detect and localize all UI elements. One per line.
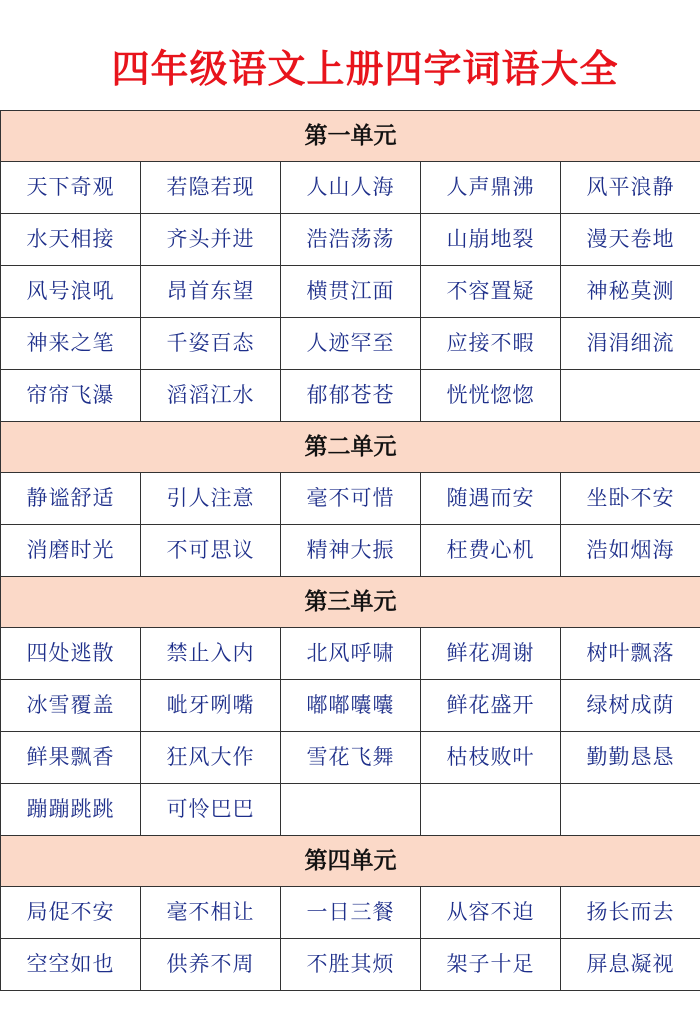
empty-cell bbox=[420, 784, 560, 835]
word-cell: 嘟嘟囔囔 bbox=[280, 680, 420, 731]
word-cell: 涓涓细流 bbox=[560, 318, 700, 369]
unit-header: 第三单元 bbox=[0, 577, 700, 628]
word-cell: 神秘莫测 bbox=[560, 266, 700, 317]
word-cell: 静谧舒适 bbox=[0, 473, 140, 524]
word-cell: 绿树成荫 bbox=[560, 680, 700, 731]
word-cell: 昂首东望 bbox=[140, 266, 280, 317]
unit-header: 第一单元 bbox=[0, 111, 700, 162]
word-cell: 帘帘飞瀑 bbox=[0, 370, 140, 421]
word-cell: 雪花飞舞 bbox=[280, 732, 420, 783]
empty-cell bbox=[560, 784, 700, 835]
word-cell: 局促不安 bbox=[0, 887, 140, 938]
table-row bbox=[0, 887, 700, 939]
word-cell: 郁郁苍苍 bbox=[280, 370, 420, 421]
word-cell: 从容不迫 bbox=[420, 887, 560, 938]
word-cell: 鲜花盛开 bbox=[420, 680, 560, 731]
word-cell: 树叶飘落 bbox=[560, 628, 700, 679]
table-row bbox=[0, 473, 700, 525]
word-cell: 勤勤恳恳 bbox=[560, 732, 700, 783]
word-cell: 不容置疑 bbox=[420, 266, 560, 317]
word-cell: 呲牙咧嘴 bbox=[140, 680, 280, 731]
word-cell: 恍恍惚惚 bbox=[420, 370, 560, 421]
word-cell: 风平浪静 bbox=[560, 162, 700, 213]
word-cell: 供养不周 bbox=[140, 939, 280, 990]
word-cell: 人声鼎沸 bbox=[420, 162, 560, 213]
word-cell: 毫不可惜 bbox=[280, 473, 420, 524]
table-row bbox=[0, 939, 700, 991]
table-row bbox=[0, 680, 700, 732]
word-cell: 若隐若现 bbox=[140, 162, 280, 213]
table-row bbox=[0, 266, 700, 318]
word-cell: 千姿百态 bbox=[140, 318, 280, 369]
vocabulary-table bbox=[0, 110, 700, 991]
word-cell: 风号浪吼 bbox=[0, 266, 140, 317]
word-cell: 消磨时光 bbox=[0, 525, 140, 576]
word-cell: 精神大振 bbox=[280, 525, 420, 576]
word-cell: 人山人海 bbox=[280, 162, 420, 213]
word-cell: 人迹罕至 bbox=[280, 318, 420, 369]
word-cell: 空空如也 bbox=[0, 939, 140, 990]
word-cell: 一日三餐 bbox=[280, 887, 420, 938]
word-cell: 禁止入内 bbox=[140, 628, 280, 679]
word-cell: 齐头并进 bbox=[140, 214, 280, 265]
page-title: 四年级语文上册四字词语大全 bbox=[111, 47, 619, 91]
word-cell: 滔滔江水 bbox=[140, 370, 280, 421]
word-cell: 随遇而安 bbox=[420, 473, 560, 524]
word-cell: 屏息凝视 bbox=[560, 939, 700, 990]
table-row bbox=[0, 318, 700, 370]
table-row bbox=[0, 525, 700, 577]
word-cell: 浩浩荡荡 bbox=[280, 214, 420, 265]
table-row bbox=[0, 370, 700, 422]
word-cell: 应接不暇 bbox=[420, 318, 560, 369]
unit-header: 第二单元 bbox=[0, 422, 700, 473]
word-cell: 扬长而去 bbox=[560, 887, 700, 938]
word-cell: 枯枝败叶 bbox=[420, 732, 560, 783]
word-cell: 天下奇观 bbox=[0, 162, 140, 213]
word-cell: 横贯江面 bbox=[280, 266, 420, 317]
unit-header: 第四单元 bbox=[0, 836, 700, 887]
word-cell: 水天相接 bbox=[0, 214, 140, 265]
empty-cell bbox=[560, 370, 700, 421]
table-row bbox=[0, 784, 700, 836]
word-cell: 狂风大作 bbox=[140, 732, 280, 783]
word-cell: 四处逃散 bbox=[0, 628, 140, 679]
word-cell: 不可思议 bbox=[140, 525, 280, 576]
word-cell: 鲜果飘香 bbox=[0, 732, 140, 783]
word-cell: 不胜其烦 bbox=[280, 939, 420, 990]
table-row bbox=[0, 732, 700, 784]
word-cell: 神来之笔 bbox=[0, 318, 140, 369]
empty-cell bbox=[280, 784, 420, 835]
table-row bbox=[0, 214, 700, 266]
word-cell: 冰雪覆盖 bbox=[0, 680, 140, 731]
word-cell: 北风呼啸 bbox=[280, 628, 420, 679]
word-cell: 架子十足 bbox=[420, 939, 560, 990]
table-row bbox=[0, 628, 700, 680]
word-cell: 蹦蹦跳跳 bbox=[0, 784, 140, 835]
word-cell: 浩如烟海 bbox=[560, 525, 700, 576]
word-cell: 坐卧不安 bbox=[560, 473, 700, 524]
word-cell: 引人注意 bbox=[140, 473, 280, 524]
word-cell: 枉费心机 bbox=[420, 525, 560, 576]
table-row bbox=[0, 162, 700, 214]
word-cell: 山崩地裂 bbox=[420, 214, 560, 265]
word-cell: 鲜花凋谢 bbox=[420, 628, 560, 679]
word-cell: 漫天卷地 bbox=[560, 214, 700, 265]
word-cell: 毫不相让 bbox=[140, 887, 280, 938]
word-cell: 可怜巴巴 bbox=[140, 784, 280, 835]
